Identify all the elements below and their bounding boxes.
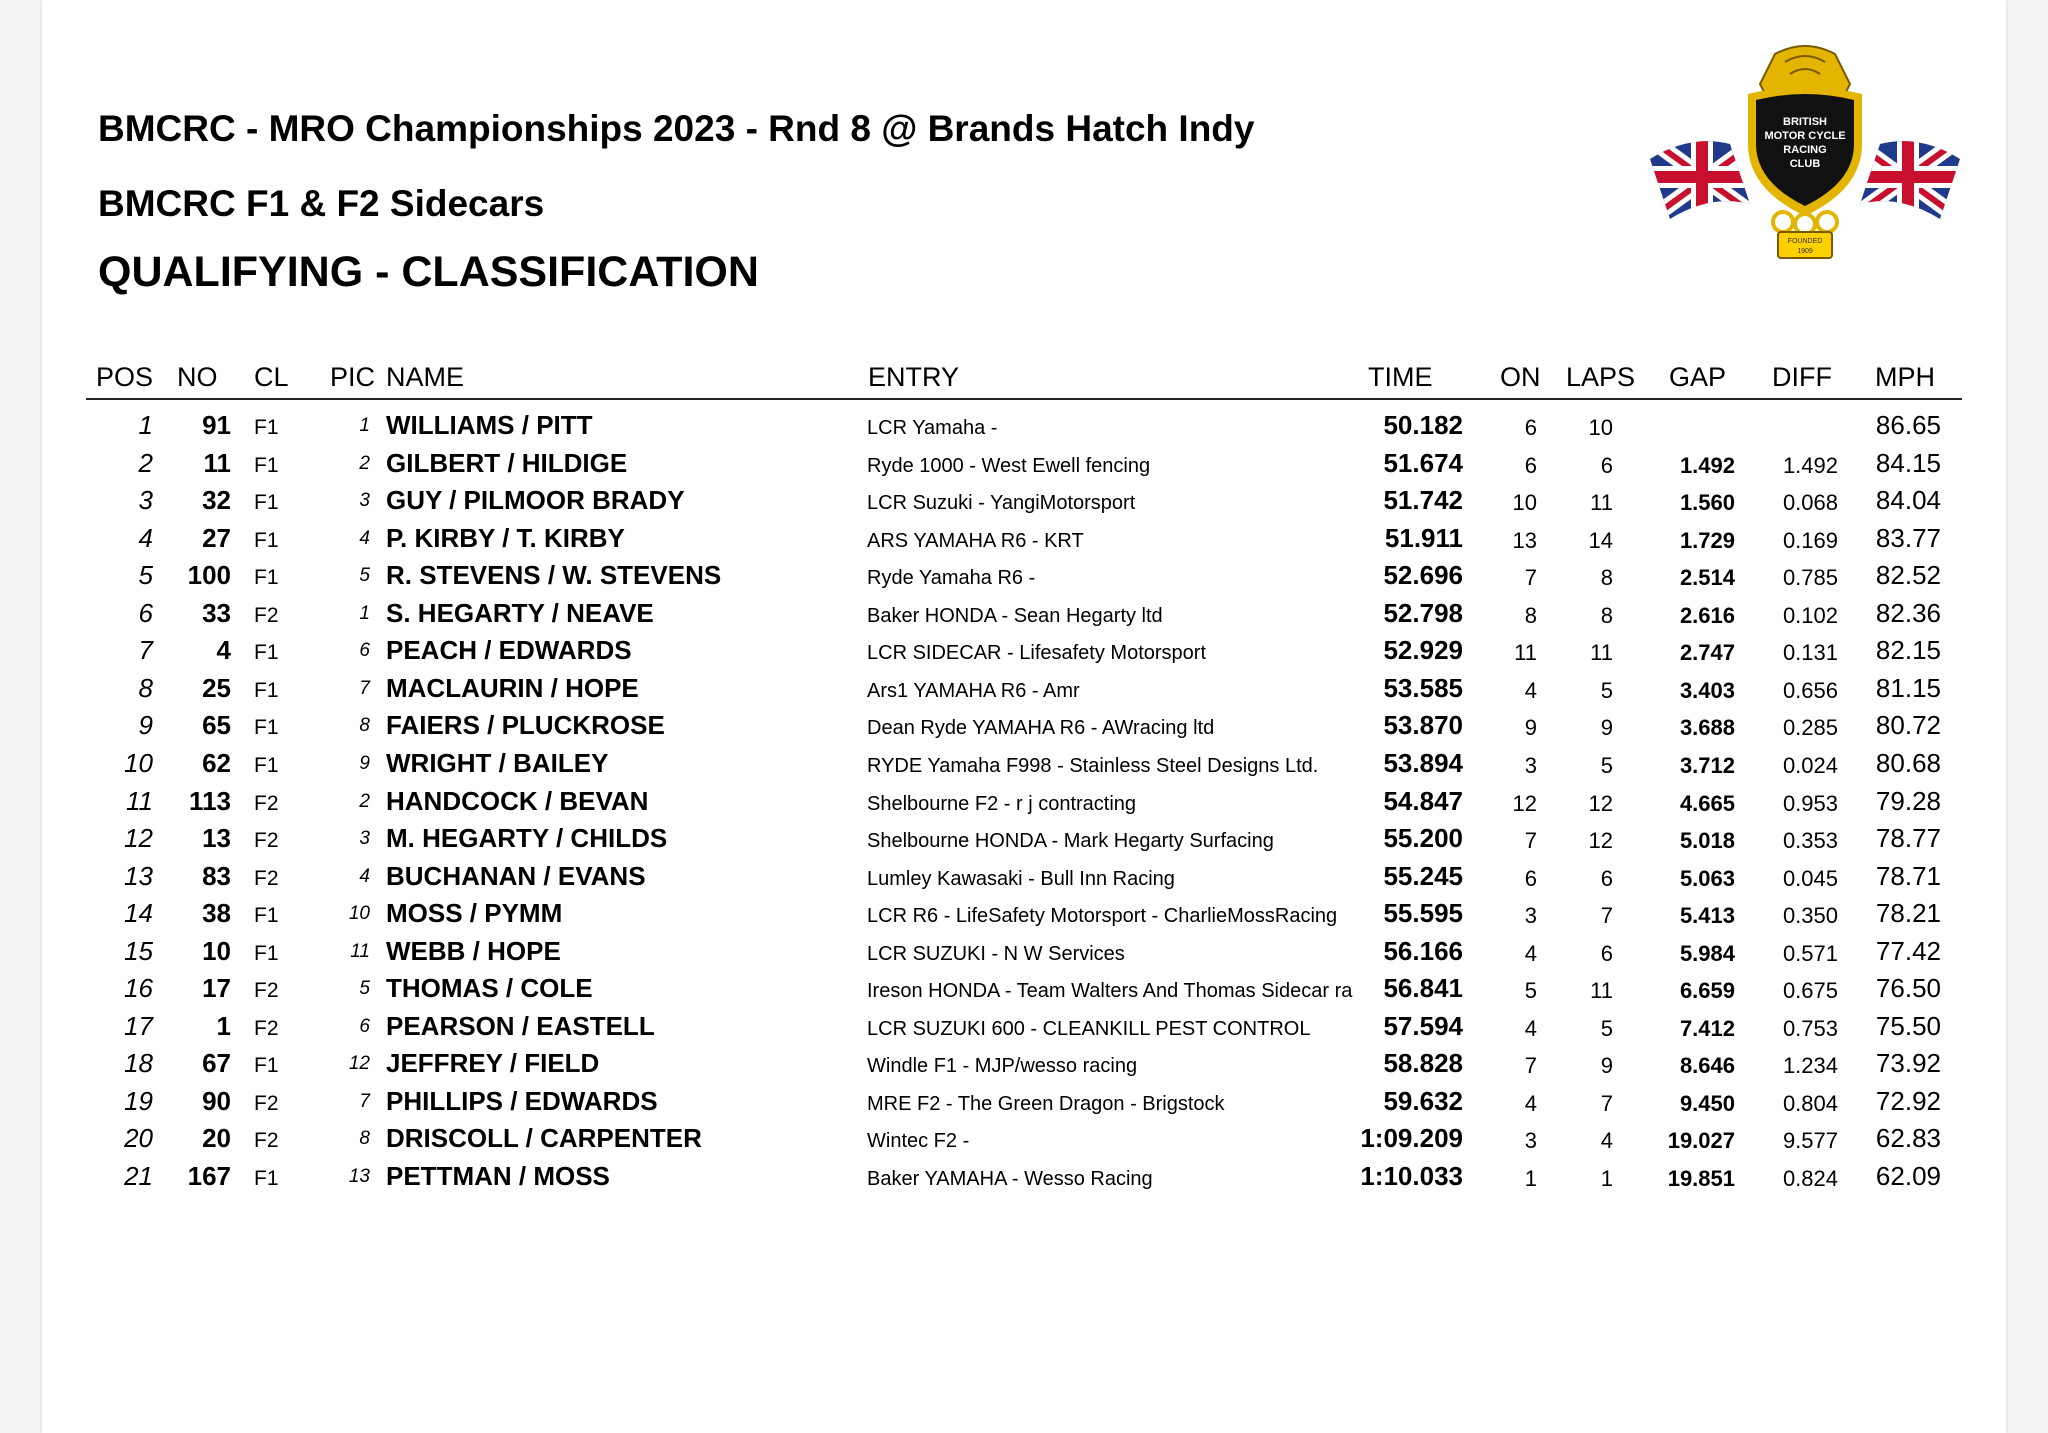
cell-mph: 73.92: [1875, 1048, 1941, 1079]
cell-pos: 2: [138, 447, 153, 478]
table-row: [0, 1045, 2048, 1083]
cell-no: 65: [202, 710, 231, 741]
cell-diff: 9.577: [1782, 1128, 1838, 1154]
cell-entry: Ryde 1000 - West Ewell fencing: [867, 454, 1151, 477]
session-title: QUALIFYING - CLASSIFICATION: [98, 248, 759, 296]
cell-laps: 4: [1600, 1128, 1613, 1154]
cell-diff: 0.656: [1782, 677, 1838, 703]
cell-on: 4: [1524, 940, 1537, 966]
cell-on: 6: [1524, 452, 1537, 478]
cell-entry: LCR Suzuki - YangiMotorsport: [867, 492, 1136, 515]
cell-pos: 21: [124, 1161, 153, 1191]
cell-entry: RYDE Yamaha F998 - Stainless Steel Designs Ltd.: [867, 754, 1319, 777]
cell-time: 51.911: [1384, 522, 1463, 553]
cell-diff: 0.045: [1782, 865, 1838, 891]
cell-no: 13: [202, 823, 231, 854]
cell-gap: 1.729: [1679, 527, 1735, 553]
cell-time: 57.594: [1383, 1010, 1463, 1041]
cell-gap: 2.514: [1679, 565, 1735, 591]
cell-pic: 8: [359, 1128, 370, 1150]
cell-pos: 7: [138, 635, 153, 666]
cell-entry: Ryde Yamaha R6 -: [867, 567, 1036, 590]
table-row: [0, 1083, 2048, 1121]
cell-no: 11: [203, 447, 231, 478]
table-row: [0, 595, 2048, 633]
cell-gap: 19.027: [1667, 1128, 1735, 1154]
cell-pic: 4: [359, 527, 370, 549]
cell-no: 27: [202, 522, 231, 553]
logo-founded-year: 1909: [1797, 248, 1813, 255]
cell-laps: 11: [1590, 490, 1613, 516]
cell-mph: 80.68: [1875, 747, 1941, 778]
union-flag-right-icon: [1850, 129, 1960, 224]
cell-time: 53.585: [1383, 672, 1463, 703]
cell-cl: F1: [254, 641, 279, 665]
cell-time: 1:09.209: [1360, 1123, 1463, 1154]
cell-cl: F2: [254, 603, 279, 627]
cell-diff: 0.169: [1782, 527, 1838, 553]
cell-mph: 78.77: [1875, 823, 1941, 854]
cell-name: P. KIRBY / T. KIRBY: [386, 522, 625, 553]
cell-diff: 0.753: [1782, 1015, 1838, 1041]
cell-diff: 0.285: [1782, 715, 1838, 741]
cell-gap: 5.984: [1679, 940, 1735, 966]
cell-cl: F2: [254, 866, 279, 890]
cell-on: 12: [1512, 790, 1537, 816]
col-header-name: NAME: [386, 362, 465, 392]
cell-on: 3: [1524, 1128, 1537, 1154]
cell-laps: 10: [1588, 415, 1613, 440]
table-row: [0, 670, 2048, 708]
cell-pic: 4: [359, 865, 370, 887]
cell-no: 100: [187, 560, 231, 591]
cell-name: FAIERS / PLUCKROSE: [386, 710, 665, 741]
cell-diff: 0.675: [1782, 978, 1838, 1004]
cell-laps: 9: [1600, 715, 1613, 741]
cell-entry: Wintec F2 -: [867, 1130, 970, 1153]
cell-no: 167: [187, 1161, 231, 1191]
cell-no: 38: [202, 898, 231, 929]
cell-pos: 5: [138, 560, 153, 591]
union-flag-left-icon: [1650, 129, 1760, 224]
cell-on: 7: [1524, 828, 1537, 854]
cell-cl: F1: [254, 1167, 279, 1190]
cell-entry: Windle F1 - MJP/wesso racing: [867, 1055, 1138, 1078]
cell-pos: 19: [124, 1085, 153, 1116]
cell-on: 6: [1524, 865, 1537, 891]
cell-laps: 8: [1600, 602, 1613, 628]
cell-on: 4: [1524, 677, 1537, 703]
cell-time: 55.245: [1383, 860, 1463, 891]
cell-gap: 5.063: [1679, 865, 1735, 891]
cell-gap: 2.616: [1679, 602, 1735, 628]
cell-laps: 11: [1590, 978, 1613, 1004]
cell-pos: 16: [124, 973, 153, 1004]
cell-pic: 13: [348, 1166, 370, 1187]
cell-time: 51.742: [1383, 485, 1463, 516]
cell-time: 53.870: [1383, 710, 1463, 741]
table-row: [0, 557, 2048, 595]
cell-pic: 7: [359, 1090, 370, 1112]
cell-laps: 5: [1600, 1015, 1613, 1041]
cell-mph: 82.15: [1875, 635, 1941, 666]
cell-pos: 20: [124, 1123, 153, 1154]
table-row: [0, 445, 2048, 483]
cell-pic: 12: [348, 1053, 370, 1075]
cell-on: 10: [1512, 490, 1537, 516]
cell-diff: 1.492: [1782, 452, 1838, 478]
cell-cl: F1: [254, 528, 279, 552]
cell-mph: 81.15: [1875, 672, 1941, 703]
col-header-cl: CL: [254, 362, 289, 392]
cell-cl: F1: [254, 453, 279, 477]
cell-time: 50.182: [1383, 410, 1463, 440]
cell-entry: MRE F2 - The Green Dragon - Brigstock: [867, 1092, 1225, 1115]
cell-pos: 9: [138, 710, 153, 741]
cell-name: M. HEGARTY / CHILDS: [386, 823, 668, 854]
cell-entry: Dean Ryde YAMAHA R6 - AWracing ltd: [867, 717, 1215, 740]
cell-diff: 0.102: [1782, 602, 1838, 628]
cell-cl: F1: [254, 941, 279, 965]
cell-time: 52.696: [1383, 560, 1463, 591]
cell-gap: 5.018: [1679, 828, 1735, 854]
cell-time: 56.841: [1383, 973, 1463, 1004]
cell-pos: 1: [138, 410, 153, 440]
cell-cl: F1: [254, 753, 279, 777]
table-row: [0, 632, 2048, 670]
cell-time: 51.674: [1383, 447, 1463, 478]
cell-name: WRIGHT / BAILEY: [386, 747, 609, 778]
cell-cl: F1: [254, 416, 279, 439]
cell-no: 90: [202, 1085, 231, 1116]
cell-pos: 11: [126, 785, 153, 816]
col-header-entry: ENTRY: [868, 362, 960, 392]
cell-laps: 12: [1588, 828, 1613, 854]
class-title: BMCRC F1 & F2 Sidecars: [98, 183, 545, 224]
table-row: [0, 1008, 2048, 1046]
cell-pos: 4: [138, 522, 153, 553]
cell-laps: 5: [1600, 677, 1613, 703]
cell-on: 11: [1514, 640, 1537, 666]
col-header-mph: MPH: [1875, 362, 1935, 392]
cell-no: 83: [202, 860, 231, 891]
cell-pos: 17: [124, 1010, 153, 1041]
cell-pos: 18: [124, 1048, 153, 1079]
cell-pic: 2: [359, 790, 370, 812]
cell-no: 91: [202, 410, 231, 440]
table-row: [0, 1120, 2048, 1158]
cell-no: 62: [202, 747, 231, 778]
cell-name: THOMAS / COLE: [386, 973, 593, 1004]
cell-cl: F1: [254, 678, 279, 702]
cell-time: 1:10.033: [1360, 1161, 1463, 1191]
cell-time: 52.798: [1383, 597, 1463, 628]
cell-entry: LCR SUZUKI 600 - CLEANKILL PEST CONTROL: [867, 1017, 1311, 1040]
cell-laps: 6: [1600, 452, 1613, 478]
cell-gap: 1.492: [1679, 452, 1735, 478]
cell-name: BUCHANAN / EVANS: [386, 860, 646, 891]
cell-time: 54.847: [1383, 785, 1463, 816]
cell-pos: 3: [138, 485, 153, 516]
cell-mph: 75.50: [1875, 1010, 1941, 1041]
cell-mph: 72.92: [1875, 1085, 1941, 1116]
col-header-pic: PIC: [330, 362, 376, 392]
cell-cl: F2: [254, 979, 279, 1003]
cell-no: 17: [202, 973, 231, 1004]
cell-pic: 5: [359, 565, 370, 587]
cell-time: 52.929: [1383, 635, 1463, 666]
cell-name: JEFFREY / FIELD: [386, 1048, 600, 1079]
cell-on: 5: [1524, 978, 1537, 1004]
cell-on: 1: [1524, 1166, 1537, 1191]
cell-gap: 3.712: [1679, 752, 1735, 778]
table-row: [0, 520, 2048, 558]
cell-mph: 80.72: [1875, 710, 1941, 741]
cell-laps: 1: [1600, 1166, 1613, 1191]
cell-time: 59.632: [1383, 1085, 1463, 1116]
cell-entry: LCR R6 - LifeSafety Motorsport - CharlieMossRacing: [867, 905, 1338, 928]
table-row: [0, 820, 2048, 858]
cell-gap: 7.412: [1679, 1015, 1735, 1041]
cell-on: 9: [1524, 715, 1537, 741]
cell-laps: 9: [1600, 1053, 1613, 1079]
col-header-no: NO: [177, 362, 218, 392]
cell-pic: 8: [359, 715, 370, 737]
cell-diff: 0.785: [1782, 565, 1838, 591]
cell-no: 33: [202, 597, 231, 628]
cell-gap: 3.403: [1679, 677, 1735, 703]
cell-laps: 7: [1600, 903, 1613, 929]
cell-pic: 9: [359, 752, 370, 774]
cell-entry: Baker HONDA - Sean Hegarty ltd: [867, 604, 1163, 627]
cell-on: 3: [1524, 752, 1537, 778]
cell-laps: 8: [1600, 565, 1613, 591]
cell-on: 4: [1524, 1090, 1537, 1116]
cell-pic: 10: [348, 903, 370, 925]
cell-pic: 3: [359, 490, 370, 512]
cell-mph: 84.15: [1875, 447, 1941, 478]
cell-pic: 2: [359, 452, 370, 474]
table-row: [0, 1158, 2048, 1196]
cell-time: 55.200: [1383, 823, 1463, 854]
table-row: [0, 933, 2048, 971]
table-row: [0, 482, 2048, 520]
cell-diff: 0.804: [1782, 1090, 1838, 1116]
cell-laps: 11: [1590, 640, 1613, 666]
cell-cl: F2: [254, 1016, 279, 1040]
cell-pic: 3: [359, 828, 370, 850]
cell-cl: F1: [254, 904, 279, 928]
cell-pic: 7: [359, 677, 370, 699]
cell-entry: Ireson HONDA - Team Walters And Thomas Sidecar ra: [867, 980, 1353, 1003]
cell-on: 8: [1524, 602, 1537, 628]
col-header-gap: GAP: [1669, 362, 1727, 392]
cell-name: WILLIAMS / PITT: [386, 410, 593, 440]
cell-no: 1: [216, 1010, 231, 1041]
cell-on: 6: [1524, 415, 1537, 440]
cell-time: 55.595: [1383, 898, 1463, 929]
cell-entry: LCR SUZUKI - N W Services: [867, 942, 1125, 965]
cell-name: PEARSON / EASTELL: [386, 1010, 655, 1041]
cell-laps: 7: [1600, 1090, 1613, 1116]
table-row: [0, 707, 2048, 745]
table-row: [0, 895, 2048, 933]
cell-mph: 79.28: [1875, 785, 1941, 816]
cell-gap: 8.646: [1679, 1053, 1735, 1079]
cell-entry: Lumley Kawasaki - Bull Inn Racing: [867, 867, 1175, 890]
cell-diff: 0.024: [1782, 752, 1838, 778]
cell-cl: F1: [254, 491, 279, 515]
cell-diff: 0.350: [1782, 903, 1838, 929]
cell-pic: 6: [359, 640, 370, 662]
cell-time: 58.828: [1383, 1048, 1463, 1079]
cell-gap: 1.560: [1679, 490, 1735, 516]
cell-diff: 1.234: [1782, 1053, 1838, 1079]
cell-name: PEACH / EDWARDS: [386, 635, 632, 666]
cell-entry: LCR Yamaha -: [867, 417, 998, 439]
cell-pic: 1: [359, 602, 370, 624]
cell-cl: F2: [254, 791, 279, 815]
cell-name: PHILLIPS / EDWARDS: [386, 1085, 658, 1116]
cell-diff: 0.353: [1782, 828, 1838, 854]
cell-cl: F1: [254, 566, 279, 590]
cell-diff: 0.131: [1782, 640, 1838, 666]
cell-gap: 5.413: [1679, 903, 1735, 929]
col-header-laps: LAPS: [1566, 362, 1636, 392]
cell-mph: 62.83: [1875, 1123, 1941, 1154]
cell-mph: 62.09: [1875, 1161, 1941, 1191]
cell-gap: 3.688: [1679, 715, 1735, 741]
col-header-diff: DIFF: [1772, 362, 1832, 392]
cell-cl: F2: [254, 829, 279, 853]
cell-no: 32: [202, 485, 231, 516]
cell-pos: 13: [124, 860, 153, 891]
cell-time: 53.894: [1383, 747, 1463, 778]
cell-pic: 11: [350, 940, 370, 962]
header-divider: [86, 398, 1962, 400]
cell-pic: 1: [359, 415, 370, 436]
cell-no: 25: [202, 672, 231, 703]
cell-mph: 76.50: [1875, 973, 1941, 1004]
cell-name: GUY / PILMOOR BRADY: [386, 485, 685, 516]
cell-laps: 12: [1588, 790, 1613, 816]
cell-name: PETTMAN / MOSS: [386, 1161, 610, 1191]
table-row: [0, 407, 2048, 445]
cell-diff: 0.953: [1782, 790, 1838, 816]
cell-mph: 82.52: [1875, 560, 1941, 591]
logo-text-line-2: MOTOR CYCLE: [1764, 130, 1846, 142]
cell-on: 4: [1524, 1015, 1537, 1041]
cell-mph: 77.42: [1875, 935, 1941, 966]
cell-time: 56.166: [1383, 935, 1463, 966]
cell-no: 67: [202, 1048, 231, 1079]
cell-pos: 6: [138, 597, 153, 628]
cell-cl: F1: [254, 1054, 279, 1078]
cell-diff: 0.068: [1782, 490, 1838, 516]
table-row: [0, 783, 2048, 821]
cell-entry: LCR SIDECAR - Lifesafety Motorsport: [867, 642, 1206, 665]
cell-name: WEBB / HOPE: [386, 935, 561, 966]
table-row: [0, 970, 2048, 1008]
cell-pic: 6: [359, 1015, 370, 1037]
cell-gap: 19.851: [1667, 1166, 1735, 1191]
col-header-on: ON: [1500, 362, 1541, 392]
cell-on: 3: [1524, 903, 1537, 929]
cell-name: R. STEVENS / W. STEVENS: [386, 560, 722, 591]
logo-founded-label: FOUNDED: [1787, 238, 1823, 245]
cell-laps: 5: [1600, 752, 1613, 778]
cell-laps: 14: [1588, 527, 1613, 553]
cell-name: S. HEGARTY / NEAVE: [386, 597, 654, 628]
cell-diff: 0.824: [1782, 1166, 1838, 1191]
cell-pos: 15: [124, 935, 153, 966]
cell-on: 13: [1512, 527, 1537, 553]
logo-text-line-4: CLUB: [1789, 158, 1821, 170]
cell-no: 10: [202, 935, 231, 966]
event-title: BMCRC - MRO Championships 2023 - Rnd 8 @ Brands Hatch Indy: [98, 108, 1255, 149]
cell-on: 7: [1524, 565, 1537, 591]
cell-pos: 8: [138, 672, 153, 703]
cell-pic: 5: [359, 978, 370, 1000]
cell-mph: 82.36: [1875, 597, 1941, 628]
cell-no: 20: [202, 1123, 231, 1154]
cell-mph: 83.77: [1875, 522, 1941, 553]
cell-name: GILBERT / HILDIGE: [386, 447, 628, 478]
col-header-pos: POS: [96, 362, 154, 392]
cell-pos: 14: [124, 898, 153, 929]
cell-entry: Ars1 YAMAHA R6 - Amr: [867, 679, 1080, 702]
cell-mph: 86.65: [1875, 410, 1941, 440]
cell-entry: Shelbourne F2 - r j contracting: [867, 792, 1137, 815]
logo-text-line-1: BRITISH: [1783, 116, 1827, 128]
cell-gap: 9.450: [1679, 1090, 1735, 1116]
cell-gap: 4.665: [1679, 790, 1735, 816]
cell-gap: 6.659: [1679, 978, 1735, 1004]
cell-laps: 6: [1600, 940, 1613, 966]
cell-cl: F2: [254, 1091, 279, 1115]
table-row: [0, 745, 2048, 783]
cell-entry: Shelbourne HONDA - Mark Hegarty Surfacing: [867, 830, 1274, 853]
cell-gap: 2.747: [1679, 640, 1735, 666]
bmcrc-logo: [1650, 44, 1960, 264]
cell-name: MACLAURIN / HOPE: [386, 672, 639, 703]
cell-mph: 84.04: [1875, 485, 1941, 516]
table-row: [0, 858, 2048, 896]
cell-entry: ARS YAMAHA R6 - KRT: [867, 529, 1084, 552]
cell-pos: 10: [124, 747, 153, 778]
cell-name: DRISCOLL / CARPENTER: [386, 1123, 702, 1154]
cell-name: HANDCOCK / BEVAN: [386, 785, 649, 816]
cell-on: 7: [1524, 1053, 1537, 1079]
cell-name: MOSS / PYMM: [386, 898, 563, 929]
cell-cl: F1: [254, 716, 279, 740]
cell-no: 113: [189, 785, 231, 816]
cell-mph: 78.21: [1875, 898, 1941, 929]
col-header-time: TIME: [1368, 362, 1433, 392]
cell-entry: Baker YAMAHA - Wesso Racing: [867, 1168, 1153, 1190]
cell-mph: 78.71: [1875, 860, 1941, 891]
cell-pos: 12: [124, 823, 153, 854]
cell-no: 4: [216, 635, 231, 666]
cell-laps: 6: [1600, 865, 1613, 891]
logo-text-line-3: RACING: [1783, 144, 1827, 156]
cell-diff: 0.571: [1782, 940, 1838, 966]
cell-cl: F2: [254, 1129, 279, 1153]
